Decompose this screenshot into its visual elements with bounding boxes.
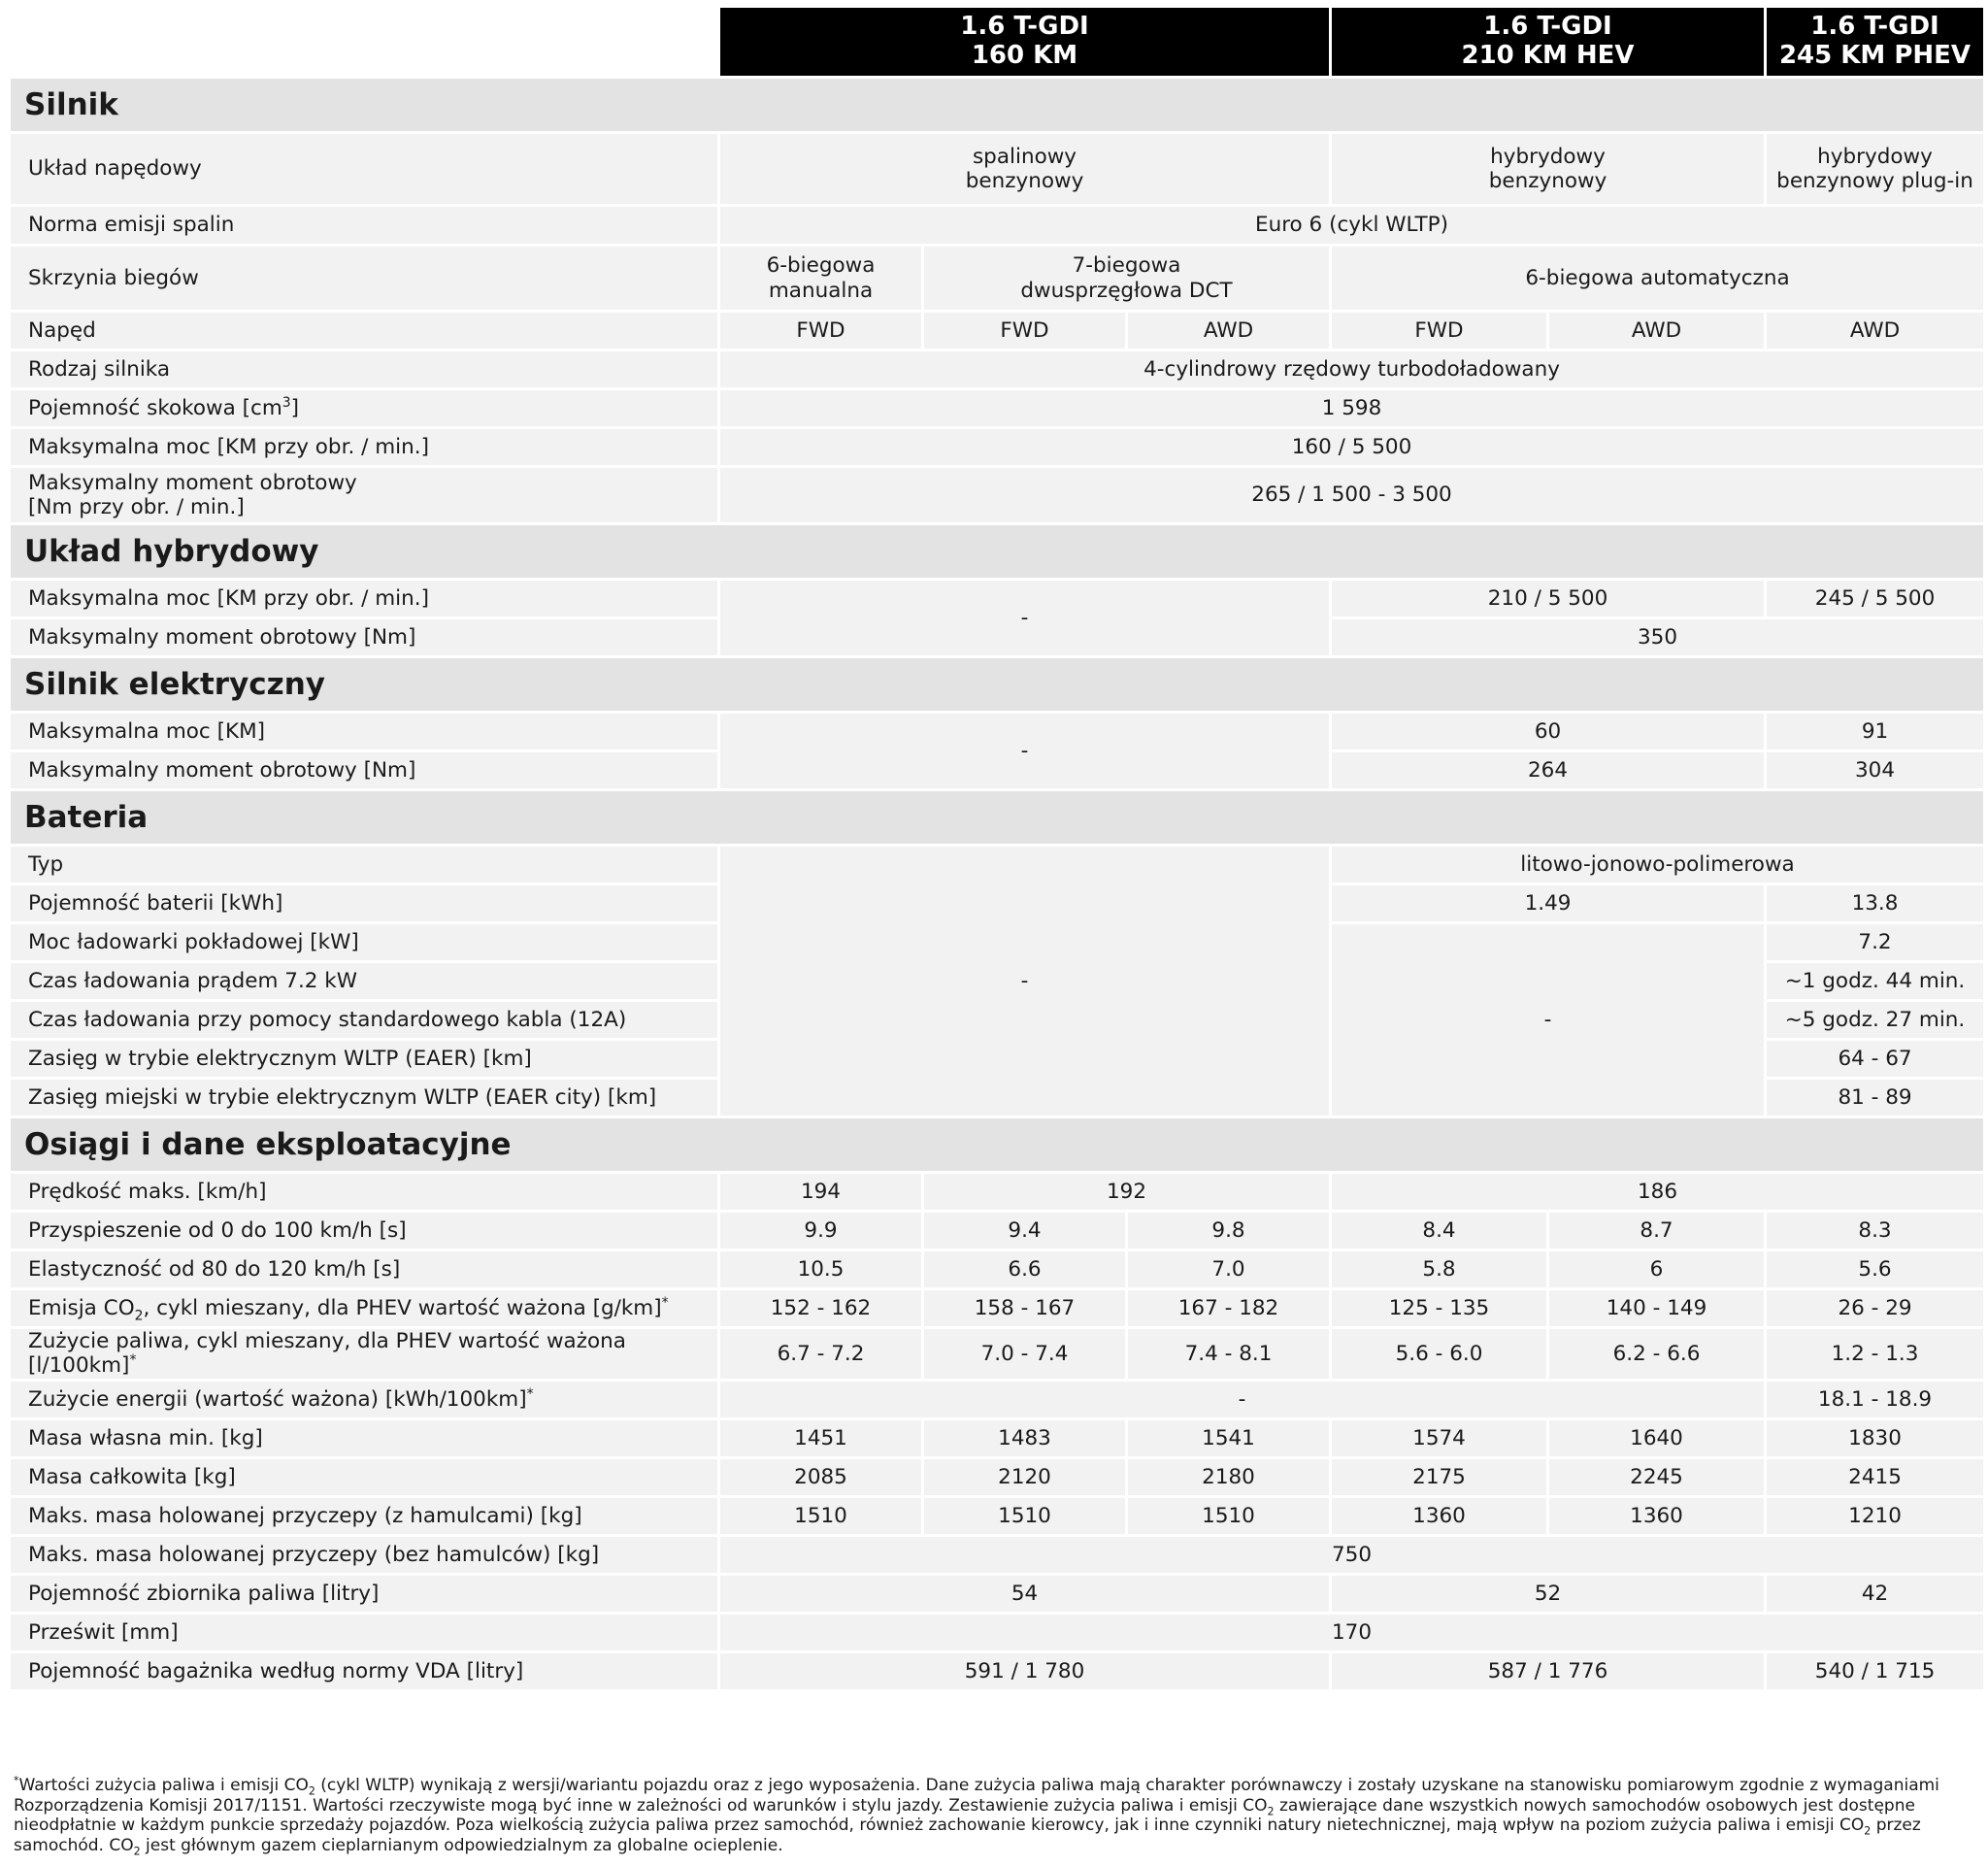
- row-masa-calkowita: [11, 1459, 1983, 1495]
- row-label-text: Emisja CO: [28, 1295, 135, 1320]
- cell-value: 1210: [1767, 1498, 1983, 1534]
- row-typ: [11, 847, 1983, 883]
- cell-value: 1360: [1549, 1498, 1764, 1534]
- row-label: Elastyczność od 80 do 120 km/h [s]: [11, 1251, 717, 1287]
- row-label: Przyspieszenie od 0 do 100 km/h [s]: [11, 1213, 717, 1249]
- group-bateria: [11, 791, 1983, 844]
- footnote-text: (cykl WLTP) wynikają z wersji/wariantu pojazdu oraz z jego wyposażenia. Dane zużycia paliwa mają charakter porównawczy i zostały uzyskane na stanowisku pomiarowym zgodnie z wymaganiami Rozporządzenia Komisji 2017/1151. Wartości rzeczywiste mogą być inne w zależności od warunków i stylu jazdy. Zestawienie zużycia paliwa i emisji CO: [14, 1776, 1939, 1816]
- cell-value: 6.2 - 6.6: [1549, 1329, 1764, 1379]
- cell-value: 192: [924, 1174, 1329, 1210]
- cell-value: 64 - 67: [1767, 1041, 1983, 1077]
- row-label: Maksymalna moc [KM przy obr. / min.]: [11, 429, 717, 465]
- cell-value: 1640: [1549, 1420, 1764, 1456]
- row-przyspieszenie: [11, 1213, 1983, 1249]
- footnote-marker: *: [526, 1385, 534, 1402]
- row-uklad-napedowy: [11, 134, 1983, 204]
- row-rodzaj-silnika: [11, 351, 1983, 387]
- cell-value: 2085: [720, 1459, 921, 1495]
- row-maksymalny-moment: [11, 468, 1983, 522]
- cell-value: ~1 godz. 44 min.: [1767, 963, 1983, 999]
- cell-value: Euro 6 (cykl WLTP): [720, 207, 1983, 244]
- cell-value: FWD: [1332, 313, 1546, 349]
- row-skrzynia-biegow: [11, 247, 1983, 310]
- cell-value: 7.0: [1128, 1251, 1329, 1287]
- row-emisja-co2: [11, 1290, 1983, 1326]
- row-el-moc: [11, 714, 1983, 750]
- cell-value: 1541: [1128, 1420, 1329, 1456]
- header-col-210km-hev: [1332, 8, 1764, 76]
- cell-value: AWD: [1549, 313, 1764, 349]
- row-label: Maksymalna moc [KM]: [11, 714, 717, 750]
- group-osiagi: [11, 1118, 1983, 1171]
- row-label: Układ napędowy: [11, 134, 717, 204]
- cell-value: 4-cylindrowy rzędowy turbodoładowany: [720, 351, 1983, 387]
- cell-value: 8.7: [1549, 1213, 1764, 1249]
- cell-value: 2180: [1128, 1459, 1329, 1495]
- row-label: Napęd: [11, 313, 717, 349]
- header-blank: [11, 8, 717, 76]
- cell-value: -: [1332, 924, 1764, 1116]
- cell-value: 1.2 - 1.3: [1767, 1329, 1983, 1379]
- cell-value: 1360: [1332, 1498, 1546, 1534]
- cell-value: 13.8: [1767, 885, 1983, 921]
- cell-value: 350: [1332, 619, 1983, 655]
- cell-value: 750: [720, 1537, 1983, 1573]
- row-predkosc-maks: [11, 1174, 1983, 1210]
- cell-value: 210 / 5 500: [1332, 581, 1764, 616]
- cell-value: 540 / 1 715: [1767, 1653, 1983, 1689]
- row-label: Zasięg miejski w trybie elektrycznym WLTP (EAER city) [km]: [11, 1080, 717, 1116]
- row-hyb-moc: [11, 581, 1983, 616]
- header-col-160km: [720, 8, 1329, 76]
- cell-value: -: [720, 714, 1329, 788]
- row-label: Maksymalna moc [KM przy obr. / min.]: [11, 581, 717, 616]
- cell-value: 42: [1767, 1576, 1983, 1612]
- footnote-text: jest głównym gazem cieplarnianym odpowiedzialnym za globalne ocieplenie.: [140, 1836, 783, 1856]
- row-masa-wlasna: [11, 1420, 1983, 1456]
- cell-value: hybrydowy benzynowy: [1332, 134, 1764, 204]
- row-label: [11, 390, 717, 426]
- cell-value: 1574: [1332, 1420, 1546, 1456]
- cell-value: 1 598: [720, 390, 1983, 426]
- cell-value: 5.6 - 6.0: [1332, 1329, 1546, 1379]
- cell-value: 5.6: [1767, 1251, 1983, 1287]
- row-przyczepa-z-hamulcami: [11, 1498, 1983, 1534]
- cell-value: 1830: [1767, 1420, 1983, 1456]
- cell-value: 1510: [720, 1498, 921, 1534]
- row-przyczepa-bez-hamulcow: [11, 1537, 1983, 1573]
- cell-value: 194: [720, 1174, 921, 1210]
- spec-table: [8, 5, 1986, 1692]
- cell-value: 170: [720, 1615, 1983, 1650]
- cell-value: 2175: [1332, 1459, 1546, 1495]
- cell-value: 7.2: [1767, 924, 1983, 960]
- footnote: [14, 1776, 1974, 1856]
- cell-value: 160 / 5 500: [720, 429, 1983, 465]
- row-label-text: Zużycie paliwa, cykl mieszany, dla PHEV wartość ważona [l/100km]: [28, 1329, 626, 1379]
- group-silnik-elektryczny: [11, 658, 1983, 711]
- cell-value: 2415: [1767, 1459, 1983, 1495]
- cell-value: 1451: [720, 1420, 921, 1456]
- cell-value: 125 - 135: [1332, 1290, 1546, 1326]
- row-label: [11, 1329, 717, 1379]
- cell-value: 8.4: [1332, 1213, 1546, 1249]
- cell-value: 6.7 - 7.2: [720, 1329, 921, 1379]
- group-title: Układ hybrydowy: [11, 525, 1983, 578]
- footnote-text: Wartości zużycia paliwa i emisji CO: [18, 1776, 309, 1795]
- cell-value: 186: [1332, 1174, 1983, 1210]
- cell-value: 304: [1767, 752, 1983, 788]
- footnote-text: zawierające dane wszystkich nowych samochodów osobowych jest dostępne nieodpłatnie w każdym punkcie sprzedaży pojazdów. Poza wielkością zużycia paliwa przez samochód, również zachowanie kierowcy, jak i inne czynniki natury nietechnicznej, mają wpływ na poziom zużycia paliwa i emisji CO: [14, 1795, 1915, 1836]
- row-zbiornik-paliwa: [11, 1576, 1983, 1612]
- cell-value: 158 - 167: [924, 1290, 1125, 1326]
- subscript: 2: [133, 1845, 141, 1858]
- cell-value: 91: [1767, 714, 1983, 750]
- header-col2-line2: 210 KM HEV: [1461, 41, 1635, 70]
- cell-value: 9.9: [720, 1213, 921, 1249]
- row-norma-emisji: [11, 207, 1983, 244]
- row-label: Czas ładowania prądem 7.2 kW: [11, 963, 717, 999]
- row-label: Pojemność zbiornika paliwa [litry]: [11, 1576, 717, 1612]
- row-label: Skrzynia biegów: [11, 247, 717, 310]
- row-label: Masa całkowita [kg]: [11, 1459, 717, 1495]
- footnote-marker: *: [14, 1774, 19, 1787]
- row-label: Maksymalny moment obrotowy [Nm]: [11, 619, 717, 655]
- row-label: Maks. masa holowanej przyczepy (z hamulcami) [kg]: [11, 1498, 717, 1534]
- cell-value: 7.4 - 8.1: [1128, 1329, 1329, 1379]
- cell-value: 5.8: [1332, 1251, 1546, 1287]
- group-title: Silnik: [11, 79, 1983, 131]
- cell-value: 2245: [1549, 1459, 1764, 1495]
- header-col1-line2: 160 KM: [971, 41, 1078, 70]
- superscript: 3: [282, 394, 291, 411]
- cell-value: 6-biegowa manualna: [720, 247, 921, 310]
- cell-value: 10.5: [720, 1251, 921, 1287]
- row-label: Prześwit [mm]: [11, 1615, 717, 1650]
- header-col1-line1: 1.6 T-GDI: [960, 12, 1089, 42]
- cell-value: 245 / 5 500: [1767, 581, 1983, 616]
- cell-value: AWD: [1767, 313, 1983, 349]
- cell-value: 26 - 29: [1767, 1290, 1983, 1326]
- cell-value: 6-biegowa automatyczna: [1332, 247, 1983, 310]
- row-naped: [11, 313, 1983, 349]
- subscript: 2: [308, 1784, 315, 1798]
- row-label: Zasięg w trybie elektrycznym WLTP (EAER) [km]: [11, 1041, 717, 1077]
- cell-value: 591 / 1 780: [720, 1653, 1329, 1689]
- cell-value: spalinowy benzynowy: [720, 134, 1329, 204]
- row-label: Rodzaj silnika: [11, 351, 717, 387]
- cell-value: 264: [1332, 752, 1764, 788]
- footnote-text: przez samochód. CO: [14, 1816, 1921, 1856]
- group-title: Osiągi i dane eksploatacyjne: [11, 1118, 1983, 1171]
- cell-value: 8.3: [1767, 1213, 1983, 1249]
- cell-value: 52: [1332, 1576, 1764, 1612]
- cell-value: -: [720, 1382, 1764, 1417]
- cell-value: 6: [1549, 1251, 1764, 1287]
- cell-value: hybrydowy benzynowy plug-in: [1767, 134, 1983, 204]
- cell-value: ~5 godz. 27 min.: [1767, 1002, 1983, 1038]
- header-col3-line2: 245 KM PHEV: [1778, 41, 1971, 70]
- row-label: Czas ładowania przy pomocy standardowego kabla (12A): [11, 1002, 717, 1038]
- row-maksymalna-moc: [11, 429, 1983, 465]
- group-title: Bateria: [11, 791, 1983, 844]
- row-label-text: ]: [290, 395, 300, 420]
- cell-value: 1483: [924, 1420, 1125, 1456]
- row-label: Typ: [11, 847, 717, 883]
- cell-value: 60: [1332, 714, 1764, 750]
- row-label: Pojemność baterii [kWh]: [11, 885, 717, 921]
- row-label-text: Zużycie energii (wartość ważona) [kWh/100km]: [28, 1386, 527, 1412]
- row-label: [11, 1382, 717, 1417]
- group-silnik: [11, 79, 1983, 131]
- subscript: 2: [134, 1308, 144, 1324]
- row-pojemnosc-skokowa: [11, 390, 1983, 426]
- cell-value: 152 - 162: [720, 1290, 921, 1326]
- cell-value: FWD: [924, 313, 1125, 349]
- row-label: [11, 1290, 717, 1326]
- row-label: Maksymalny moment obrotowy [Nm przy obr. / min.]: [11, 468, 717, 522]
- cell-value: 81 - 89: [1767, 1080, 1983, 1116]
- footnote-marker: *: [661, 1294, 669, 1311]
- cell-value: 265 / 1 500 - 3 500: [720, 468, 1983, 522]
- cell-value: 7.0 - 7.4: [924, 1329, 1125, 1379]
- cell-value: 54: [720, 1576, 1329, 1612]
- cell-value: 7-biegowa dwusprzęgłowa DCT: [924, 247, 1329, 310]
- header-col2-line1: 1.6 T-GDI: [1483, 12, 1612, 42]
- cell-value: FWD: [720, 313, 921, 349]
- cell-value: 140 - 149: [1549, 1290, 1764, 1326]
- cell-value: 167 - 182: [1128, 1290, 1329, 1326]
- row-label: Prędkość maks. [km/h]: [11, 1174, 717, 1210]
- cell-value: 1510: [1128, 1498, 1329, 1534]
- row-label: Norma emisji spalin: [11, 207, 717, 244]
- footnote-marker: *: [129, 1352, 137, 1369]
- row-przeswit: [11, 1615, 1983, 1650]
- row-label-text: Pojemność skokowa [cm: [28, 395, 282, 420]
- group-uklad-hybrydowy: [11, 525, 1983, 578]
- cell-value: 9.4: [924, 1213, 1125, 1249]
- row-label: Maksymalny moment obrotowy [Nm]: [11, 752, 717, 788]
- row-label-text: , cykl mieszany, dla PHEV wartość ważona [g/km]: [143, 1295, 662, 1320]
- header-row: [11, 8, 1983, 76]
- cell-value: 1.49: [1332, 885, 1764, 921]
- row-label: Pojemność bagażnika według normy VDA [litry]: [11, 1653, 717, 1689]
- row-bagaznik: [11, 1653, 1983, 1689]
- cell-value: 6.6: [924, 1251, 1125, 1287]
- cell-value: 1510: [924, 1498, 1125, 1534]
- row-zuzycie-energii: [11, 1382, 1983, 1417]
- row-label: Masa własna min. [kg]: [11, 1420, 717, 1456]
- cell-value: -: [720, 847, 1329, 1116]
- cell-value: litowo-jonowo-polimerowa: [1332, 847, 1983, 883]
- row-label: Moc ładowarki pokładowej [kW]: [11, 924, 717, 960]
- row-label: Maks. masa holowanej przyczepy (bez hamulców) [kg]: [11, 1537, 717, 1573]
- cell-value: 9.8: [1128, 1213, 1329, 1249]
- header-col-245km-phev: [1767, 8, 1983, 76]
- header-col3-line1: 1.6 T-GDI: [1810, 12, 1939, 42]
- cell-value: 18.1 - 18.9: [1767, 1382, 1983, 1417]
- row-elastycznosc: [11, 1251, 1983, 1287]
- cell-value: 587 / 1 776: [1332, 1653, 1764, 1689]
- cell-value: -: [720, 581, 1329, 655]
- cell-value: AWD: [1128, 313, 1329, 349]
- row-zuzycie-paliwa: [11, 1329, 1983, 1379]
- subscript: 2: [1864, 1824, 1872, 1838]
- subscript: 2: [1267, 1805, 1275, 1818]
- cell-value: 2120: [924, 1459, 1125, 1495]
- group-title: Silnik elektryczny: [11, 658, 1983, 711]
